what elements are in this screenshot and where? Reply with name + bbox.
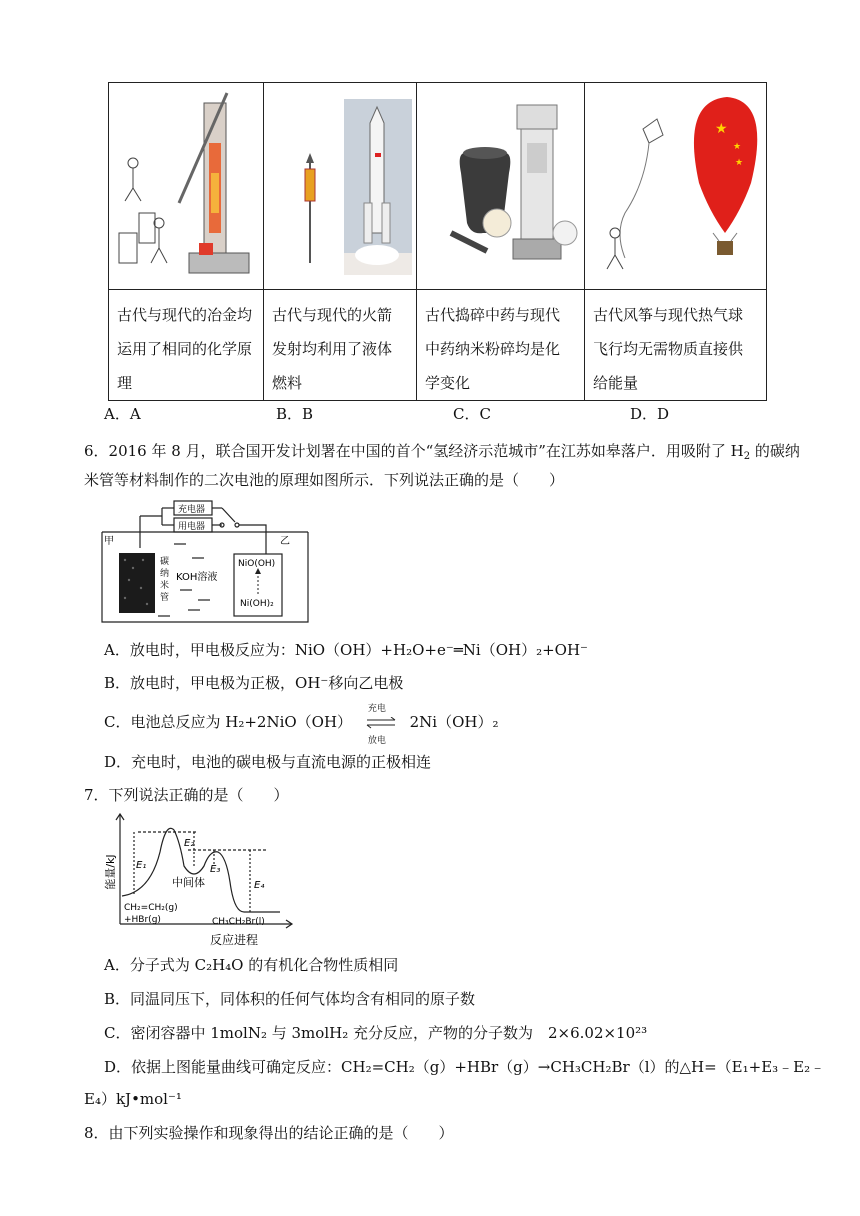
q6-stem-line2: 米管等材料制作的二次电池的原理如图所示．下列说法正确的是（ ） [84, 471, 565, 489]
q6-label-charger: 充电器 [178, 505, 206, 515]
q7-stem: 7．下列说法正确的是（ ） [84, 786, 289, 804]
svg-text:★: ★ [735, 158, 744, 168]
q7-option-c: C．密闭容器中 1molN₂ 与 3molH₂ 充分反应，产物的分子数为 2×6.02×10²³ [104, 1024, 648, 1042]
q6-option-c: C．电池总反应为 H₂+2NiO（OH） 充电 放电 2Ni（OH）₂ [104, 704, 499, 746]
q7-xlabel: 反应进程 [210, 933, 259, 947]
q7-e4: E₄ [254, 880, 265, 891]
q7-e3: E₃ [210, 864, 221, 875]
q5-option-c: C．C [453, 405, 491, 423]
q6-label-tube-3: 米 [160, 581, 170, 591]
q7-product: CH₃CH₂Br(l) [212, 917, 265, 927]
q5-cell-b: 古代与现代的火箭 发射均利用了液体 燃料 [264, 290, 417, 401]
q7-option-b: B．同温同压下，同体积的任何气体均含有相同的原子数 [104, 990, 476, 1008]
q7-energy-diagram [100, 812, 296, 948]
q6-label-user: 用电器 [178, 522, 206, 532]
q8-stem: 8．由下列实验操作和现象得出的结论正确的是（ ） [84, 1124, 454, 1142]
q5-image-rocket [264, 83, 417, 290]
q6-option-d: D．充电时，电池的碳电极与直流电源的正极相连 [104, 753, 432, 771]
q6-label-jia: 甲 [104, 536, 114, 547]
q7-option-d: D．依据上图能量曲线可确定反应：CH₂=CH₂（g）+HBr（g）→CH₃CH₂Br（l）的△H=（E₁+E₃﹣E₂﹣ [104, 1058, 826, 1076]
q5-option-b: B．B [276, 405, 314, 423]
q7-e1: E₁ [136, 860, 147, 871]
q7-option-a: A．分子式为 C₂H₄O 的有机化合物性质相同 [104, 956, 399, 974]
q7-reactant-1: CH₂=CH₂(g) [124, 903, 178, 913]
q5-image-grinder [417, 83, 585, 290]
q5-option-d: D．D [630, 405, 670, 423]
q6-label-koh: KOH溶液 [176, 572, 218, 583]
q5-option-a: A．A [104, 405, 141, 423]
q5-cell-a: 古代与现代的冶金均 运用了相同的化学原 理 [109, 290, 264, 401]
q6-stem-line1: 6．2016 年 8 月，联合国开发计划署在中国的首个“氢经济示范城市”在江苏如皋落户．用吸附了 $H_2$ 的碳纳 [84, 442, 800, 462]
q7-ylabel: 能量/kJ [104, 854, 117, 890]
q6-option-b: B．放电时，甲电极为正极，OH⁻移向乙电极 [104, 674, 404, 692]
q6-label-nioh: Ni(OH)₂ [240, 599, 274, 609]
q5-table [108, 82, 767, 401]
svg-text:★: ★ [733, 142, 742, 152]
q6-label-tube-4: 管 [160, 593, 170, 603]
q7-reactant-2: +HBr(g) [124, 915, 161, 925]
q7-e2: E₂ [184, 838, 195, 849]
q5-image-smelting [109, 83, 264, 290]
svg-text:★: ★ [715, 121, 728, 137]
q5-image-balloon [585, 83, 767, 290]
q6-option-a: A．放电时，甲电极反应为：NiO（OH）+H₂O+e⁻═Ni（OH）₂+OH⁻ [104, 641, 588, 659]
q6-label-tube-1: 碳 [160, 557, 170, 567]
equilibrium-arrow-icon: 充电 放电 [363, 713, 399, 733]
q6-label-nio: NiO(OH) [238, 559, 276, 569]
q6-battery-diagram [100, 498, 310, 626]
q5-cell-d: 古代风筝与现代热气球 飞行均无需物质直接供 给能量 [585, 290, 767, 401]
q6-label-tube-2: 纳 [160, 569, 170, 579]
q6-label-yi: 乙 [280, 536, 290, 547]
q7-option-d-cont: E₄）kJ•mol⁻¹ [84, 1090, 182, 1108]
q7-intermediate: 中间体 [172, 876, 205, 889]
q5-cell-c: 古代捣碎中药与现代 中药纳米粉碎均是化 学变化 [417, 290, 585, 401]
